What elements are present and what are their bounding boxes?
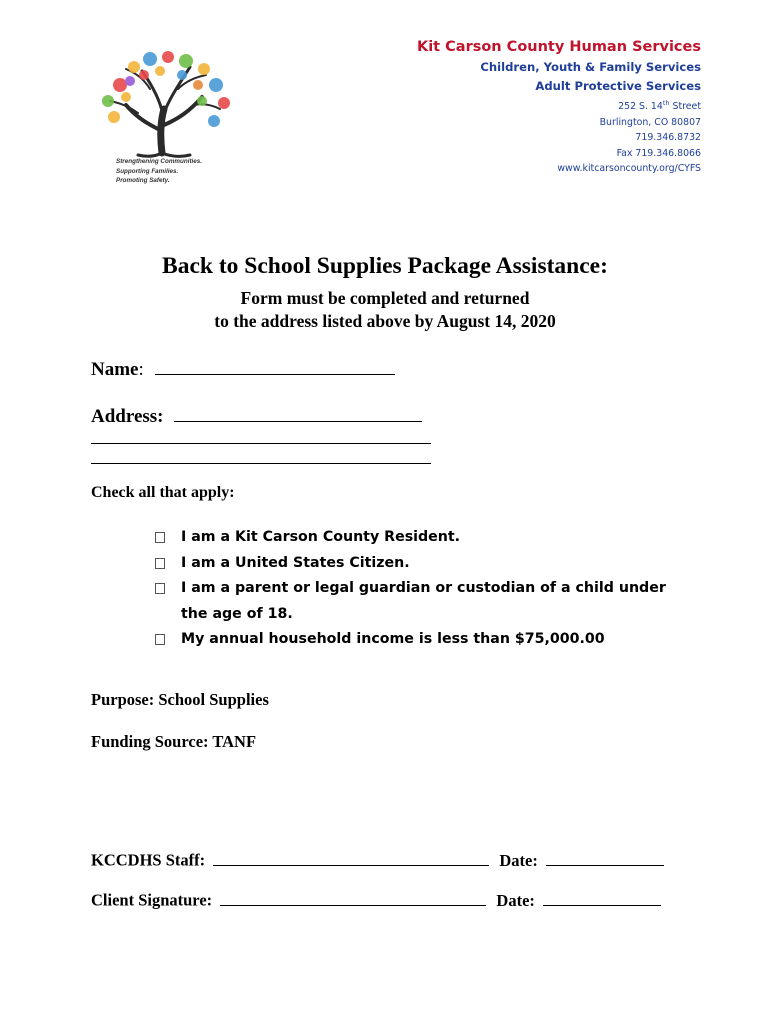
checklist-label: I am a Kit Carson County Resident.: [181, 529, 461, 545]
name-blank[interactable]: [155, 355, 395, 375]
client-date-label: Date:: [496, 890, 535, 910]
client-signature-row: [91, 888, 661, 911]
name-label: Name: [91, 359, 139, 380]
address-blank[interactable]: [174, 402, 422, 422]
checklist-label: I am a parent or legal guardian or custodian of a child under the age of 18.: [181, 580, 666, 622]
letterhead: [417, 36, 701, 177]
staff-date-blank[interactable]: [546, 848, 664, 866]
checklist-item[interactable]: [155, 576, 695, 627]
checkbox[interactable]: [155, 634, 165, 645]
logo-tagline: [116, 157, 236, 186]
fax-number: Fax 719.346.8066: [616, 147, 701, 159]
org-name: Kit Carson County Human Services: [416, 39, 701, 55]
funding-text: Funding Source: TANF: [91, 732, 257, 751]
name-field: [91, 355, 395, 381]
street-address: [417, 96, 701, 115]
street-ordinal: th: [662, 99, 670, 107]
dept-aps: Adult Protective Services: [535, 79, 701, 93]
purpose-text: Purpose: School Supplies: [91, 690, 269, 709]
staff-label: KCCDHS Staff:: [91, 850, 206, 870]
address-line-2[interactable]: [91, 443, 431, 444]
subtitle-line: to the address listed above by August 14, 2020: [214, 310, 556, 331]
client-date-blank[interactable]: [543, 888, 661, 906]
address-label: Address:: [91, 406, 164, 427]
staff-date-label: Date:: [499, 850, 538, 870]
checklist-item[interactable]: [155, 627, 695, 653]
tagline-line: Strengthening Communities.: [116, 158, 203, 165]
address-line-3[interactable]: [91, 463, 431, 464]
client-signature-blank[interactable]: [220, 888, 486, 906]
checklist-label: My annual household income is less than $75,000.00: [181, 631, 605, 647]
name-colon: :: [138, 359, 144, 380]
checklist-label: I am a United States Citizen.: [181, 554, 410, 571]
form-title: Back to School Supplies Package Assistance:: [162, 253, 608, 279]
subtitle-line: Form must be completed and returned: [240, 288, 530, 308]
checklist-item[interactable]: [155, 551, 695, 577]
staff-signature-blank[interactable]: [213, 848, 489, 866]
address-field: [91, 402, 422, 428]
staff-signature-row: [91, 848, 664, 871]
client-label: Client Signature:: [91, 890, 213, 910]
checkbox[interactable]: [155, 532, 165, 543]
checkbox[interactable]: [155, 558, 165, 569]
check-heading: Check all that apply:: [91, 484, 235, 501]
tagline-line: Promoting Safety.: [116, 177, 170, 184]
checklist-item[interactable]: [155, 525, 695, 551]
dept-cyfs: Children, Youth & Family Services: [480, 60, 701, 74]
street-number: 252 S. 14: [618, 101, 663, 113]
form-subtitle: [0, 287, 770, 332]
phone-number: 719.346.8732: [635, 132, 701, 144]
checkbox[interactable]: [155, 583, 165, 594]
checklist: [155, 525, 695, 653]
city-state-zip: Burlington, CO 80807: [599, 116, 701, 128]
tagline-line: Supporting Families.: [116, 167, 179, 175]
street-suffix: Street: [669, 101, 701, 113]
website-link[interactable]: www.kitcarsoncounty.org/CYFS: [557, 163, 701, 175]
